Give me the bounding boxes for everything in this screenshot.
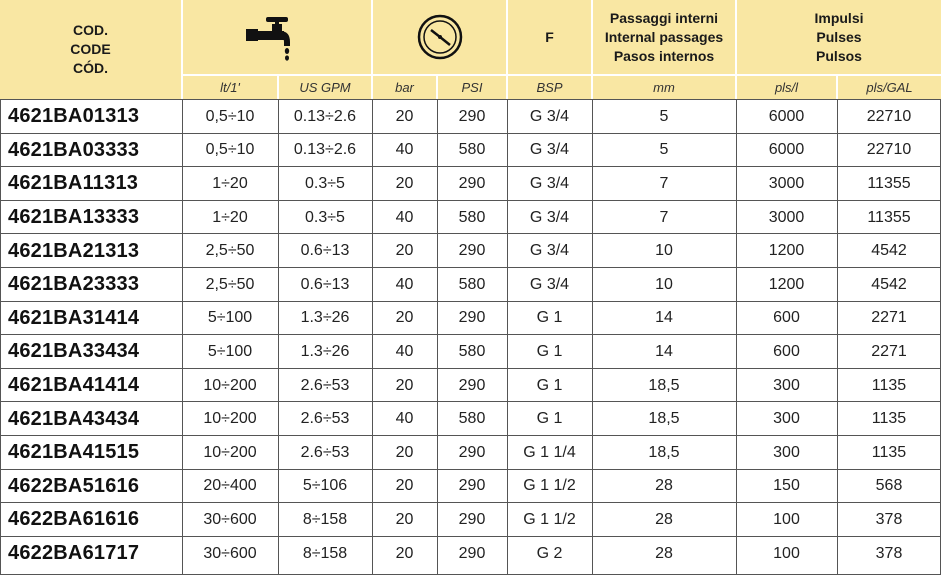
pressure-psi-cell: 290 <box>458 107 486 125</box>
pulses-per-liter-cell: 1200 <box>768 242 805 260</box>
thread-bsp-cell: G 3/4 <box>529 242 570 260</box>
pulses-label-it: Impulsi <box>814 9 864 26</box>
unit-psi: PSI <box>438 76 506 99</box>
thread-bsp-cell: G 1 <box>536 410 563 428</box>
flow-lt-min-cell: 0,5÷10 <box>205 141 255 159</box>
flow-lt-min-cell: 10÷200 <box>203 443 257 461</box>
passages-mm-cell: 5 <box>659 107 669 125</box>
flow-us-gpm-cell: 0.6÷13 <box>300 242 350 260</box>
pressure-bar-cell: 20 <box>395 376 414 394</box>
unit-lt-min: lt/1' <box>183 76 277 99</box>
pulses-per-liter-cell: 100 <box>773 544 800 562</box>
pulses-per-liter-cell: 3000 <box>768 208 805 226</box>
passages-label-en: Internal passages <box>604 28 724 45</box>
thread-bsp-cell: G 3/4 <box>529 275 570 293</box>
row-divider <box>0 267 941 268</box>
pressure-bar-cell: 40 <box>395 141 414 159</box>
pressure-header <box>373 0 506 74</box>
product-code-cell: 4621BA41515 <box>8 441 140 464</box>
row-divider <box>0 502 941 503</box>
column-divider <box>507 99 508 575</box>
flow-lt-min-cell: 1÷20 <box>212 174 248 192</box>
product-code-cell: 4622BA61717 <box>8 542 140 565</box>
column-divider <box>372 99 373 575</box>
product-code-cell: 4621BA33434 <box>8 340 140 363</box>
flow-lt-min-cell: 1÷20 <box>212 208 248 226</box>
flow-us-gpm-cell: 2.6÷53 <box>300 376 350 394</box>
row-divider <box>0 166 941 167</box>
pulses-per-gallon-cell: 4542 <box>871 242 907 260</box>
row-divider <box>0 536 941 537</box>
flow-lt-min-cell: 30÷600 <box>203 510 257 528</box>
passages-mm-cell: 28 <box>655 544 673 562</box>
pulses-per-liter-cell: 100 <box>773 510 800 528</box>
flow-lt-min-cell: 2,5÷50 <box>205 242 255 260</box>
pulses-per-gallon-cell: 22710 <box>866 141 912 159</box>
pressure-bar-cell: 20 <box>395 174 414 192</box>
pressure-psi-cell: 580 <box>458 275 486 293</box>
product-code-cell: 4622BA61616 <box>8 508 140 531</box>
flow-lt-min-cell: 10÷200 <box>203 410 257 428</box>
pressure-psi-cell: 290 <box>458 309 486 327</box>
pulses-per-gallon-cell: 11355 <box>867 174 911 192</box>
pressure-psi-cell: 290 <box>458 174 486 192</box>
flow-us-gpm-cell: 0.3÷5 <box>305 174 345 192</box>
thread-bsp-cell: G 1 1/4 <box>523 443 576 461</box>
column-divider <box>182 99 183 575</box>
pulses-per-liter-cell: 300 <box>773 443 800 461</box>
flow-us-gpm-cell: 0.3÷5 <box>305 208 345 226</box>
flow-lt-min-cell: 10÷200 <box>203 376 257 394</box>
product-code-cell: 4621BA11313 <box>8 172 139 195</box>
pressure-bar-cell: 40 <box>395 275 414 293</box>
passages-label-it: Passaggi interni <box>609 9 719 26</box>
row-divider <box>0 469 941 470</box>
pressure-psi-cell: 580 <box>458 410 486 428</box>
pressure-bar-cell: 40 <box>395 410 414 428</box>
pulses-per-gallon-cell: 1135 <box>871 410 907 428</box>
flow-us-gpm-cell: 1.3÷26 <box>300 342 350 360</box>
thread-bsp-cell: G 1 1/2 <box>523 510 576 528</box>
passages-mm-cell: 7 <box>659 208 669 226</box>
pulses-per-gallon-cell: 1135 <box>871 376 907 394</box>
passages-mm-cell: 28 <box>655 510 673 528</box>
flow-lt-min-cell: 30÷600 <box>203 544 257 562</box>
flow-us-gpm-cell: 0.6÷13 <box>300 275 350 293</box>
thread-bsp-cell: G 1 <box>536 342 563 360</box>
column-divider <box>278 99 279 575</box>
pulses-per-gallon-cell: 378 <box>875 544 903 562</box>
pulses-per-gallon-cell: 4542 <box>871 275 907 293</box>
flow-lt-min-cell: 5÷100 <box>207 342 253 360</box>
flow-us-gpm-cell: 8÷158 <box>302 510 348 528</box>
flow-us-gpm-cell: 2.6÷53 <box>300 410 350 428</box>
flow-lt-min-cell: 20÷400 <box>203 477 257 495</box>
thread-bsp-cell: G 3/4 <box>529 107 570 125</box>
pressure-bar-cell: 40 <box>395 208 414 226</box>
pulses-per-gallon-cell: 22710 <box>866 107 912 125</box>
pressure-bar-cell: 20 <box>395 510 414 528</box>
pressure-psi-cell: 290 <box>458 544 486 562</box>
table-border <box>0 99 1 575</box>
column-divider <box>437 99 438 575</box>
pressure-psi-cell: 580 <box>458 141 486 159</box>
pulses-per-gallon-cell: 2271 <box>871 342 907 360</box>
passages-header <box>593 0 735 74</box>
unit-bar: bar <box>373 76 436 99</box>
product-code-cell: 4621BA23333 <box>8 273 140 296</box>
thread-bsp-cell: G 1 <box>536 309 563 327</box>
pulses-per-liter-cell: 150 <box>773 477 800 495</box>
thread-bsp-cell: G 3/4 <box>529 141 570 159</box>
thread-label: F <box>545 28 554 45</box>
tap-icon <box>246 12 308 62</box>
passages-mm-cell: 10 <box>655 275 673 293</box>
pressure-bar-cell: 40 <box>395 342 414 360</box>
pulses-label-es: Pulsos <box>816 47 862 64</box>
pulses-per-gallon-cell: 2271 <box>871 309 907 327</box>
code-label-en: CODE <box>70 41 111 57</box>
flow-us-gpm-cell: 8÷158 <box>302 544 348 562</box>
product-code-cell: 4621BA13333 <box>8 206 140 229</box>
pulses-per-gallon-cell: 568 <box>875 477 903 495</box>
passages-label-es: Pasos internos <box>613 47 715 64</box>
unit-bsp: BSP <box>508 76 591 99</box>
flow-us-gpm-cell: 2.6÷53 <box>300 443 350 461</box>
thread-bsp-cell: G 3/4 <box>529 174 570 192</box>
pressure-bar-cell: 20 <box>395 544 414 562</box>
pressure-bar-cell: 20 <box>395 309 414 327</box>
unit-mm: mm <box>593 76 735 99</box>
code-label-it: COD. <box>73 22 108 38</box>
pulses-per-liter-cell: 6000 <box>768 107 805 125</box>
pulses-per-gallon-cell: 378 <box>875 510 903 528</box>
row-divider <box>0 301 941 302</box>
product-code-cell: 4621BA01313 <box>8 105 140 128</box>
unit-us-gpm: US GPM <box>279 76 371 99</box>
row-divider <box>0 99 941 100</box>
column-divider <box>736 99 737 575</box>
pressure-bar-cell: 20 <box>395 107 414 125</box>
flow-lt-min-cell: 5÷100 <box>207 309 253 327</box>
pressure-psi-cell: 290 <box>458 376 486 394</box>
thread-bsp-cell: G 2 <box>536 544 563 562</box>
product-code-cell: 4621BA31414 <box>8 306 140 329</box>
thread-bsp-cell: G 1 1/2 <box>523 477 576 495</box>
pressure-psi-cell: 290 <box>458 477 486 495</box>
row-divider <box>0 133 941 134</box>
flow-us-gpm-cell: 1.3÷26 <box>300 309 350 327</box>
pressure-psi-cell: 290 <box>458 242 486 260</box>
passages-mm-cell: 18,5 <box>648 443 680 461</box>
pulses-per-liter-cell: 6000 <box>768 141 805 159</box>
flow-us-gpm-cell: 0.13÷2.6 <box>293 107 357 125</box>
pulses-per-gallon-cell: 11355 <box>867 208 911 226</box>
pressure-psi-cell: 290 <box>458 443 486 461</box>
passages-mm-cell: 7 <box>659 174 669 192</box>
code-header <box>0 0 181 99</box>
pressure-psi-cell: 290 <box>458 510 486 528</box>
row-divider <box>0 200 941 201</box>
row-divider <box>0 401 941 402</box>
thread-bsp-cell: G 3/4 <box>529 208 570 226</box>
passages-mm-cell: 10 <box>655 242 673 260</box>
column-divider <box>592 99 593 575</box>
pressure-bar-cell: 20 <box>395 242 414 260</box>
row-divider <box>0 233 941 234</box>
pressure-bar-cell: 20 <box>395 477 414 495</box>
pulses-per-liter-cell: 1200 <box>768 275 805 293</box>
flow-header <box>183 0 371 74</box>
product-code-cell: 4621BA21313 <box>8 239 140 262</box>
row-divider <box>0 435 941 436</box>
product-code-cell: 4621BA43434 <box>8 407 140 430</box>
pressure-psi-cell: 580 <box>458 342 486 360</box>
pulses-per-liter-cell: 3000 <box>768 174 805 192</box>
passages-mm-cell: 14 <box>655 309 673 327</box>
product-code-cell: 4621BA41414 <box>8 374 140 397</box>
code-label-es: CÓD. <box>73 60 108 76</box>
pulses-per-liter-cell: 600 <box>773 309 800 327</box>
row-divider <box>0 334 941 335</box>
pressure-bar-cell: 20 <box>395 443 414 461</box>
unit-pls-gal: pls/GAL <box>838 76 941 99</box>
passages-mm-cell: 18,5 <box>648 410 680 428</box>
passages-mm-cell: 18,5 <box>648 376 680 394</box>
unit-pls-l: pls/l <box>737 76 836 99</box>
product-code-cell: 4621BA03333 <box>8 138 140 161</box>
pressure-gauge-icon <box>416 13 464 61</box>
pulses-label-en: Pulses <box>816 28 862 45</box>
passages-mm-cell: 5 <box>659 141 669 159</box>
pulses-per-liter-cell: 300 <box>773 410 800 428</box>
passages-mm-cell: 14 <box>655 342 673 360</box>
pulses-per-liter-cell: 300 <box>773 376 800 394</box>
row-divider <box>0 368 941 369</box>
thread-bsp-cell: G 1 <box>536 376 563 394</box>
thread-header <box>508 0 591 74</box>
pulses-per-gallon-cell: 1135 <box>871 443 907 461</box>
flow-us-gpm-cell: 5÷106 <box>302 477 348 495</box>
passages-mm-cell: 28 <box>655 477 673 495</box>
flow-lt-min-cell: 0,5÷10 <box>205 107 255 125</box>
product-code-cell: 4622BA51616 <box>8 474 140 497</box>
pressure-psi-cell: 580 <box>458 208 486 226</box>
flow-lt-min-cell: 2,5÷50 <box>205 275 255 293</box>
pulses-per-liter-cell: 600 <box>773 342 800 360</box>
pulses-header <box>737 0 941 74</box>
column-divider <box>837 99 838 575</box>
flow-us-gpm-cell: 0.13÷2.6 <box>293 141 357 159</box>
